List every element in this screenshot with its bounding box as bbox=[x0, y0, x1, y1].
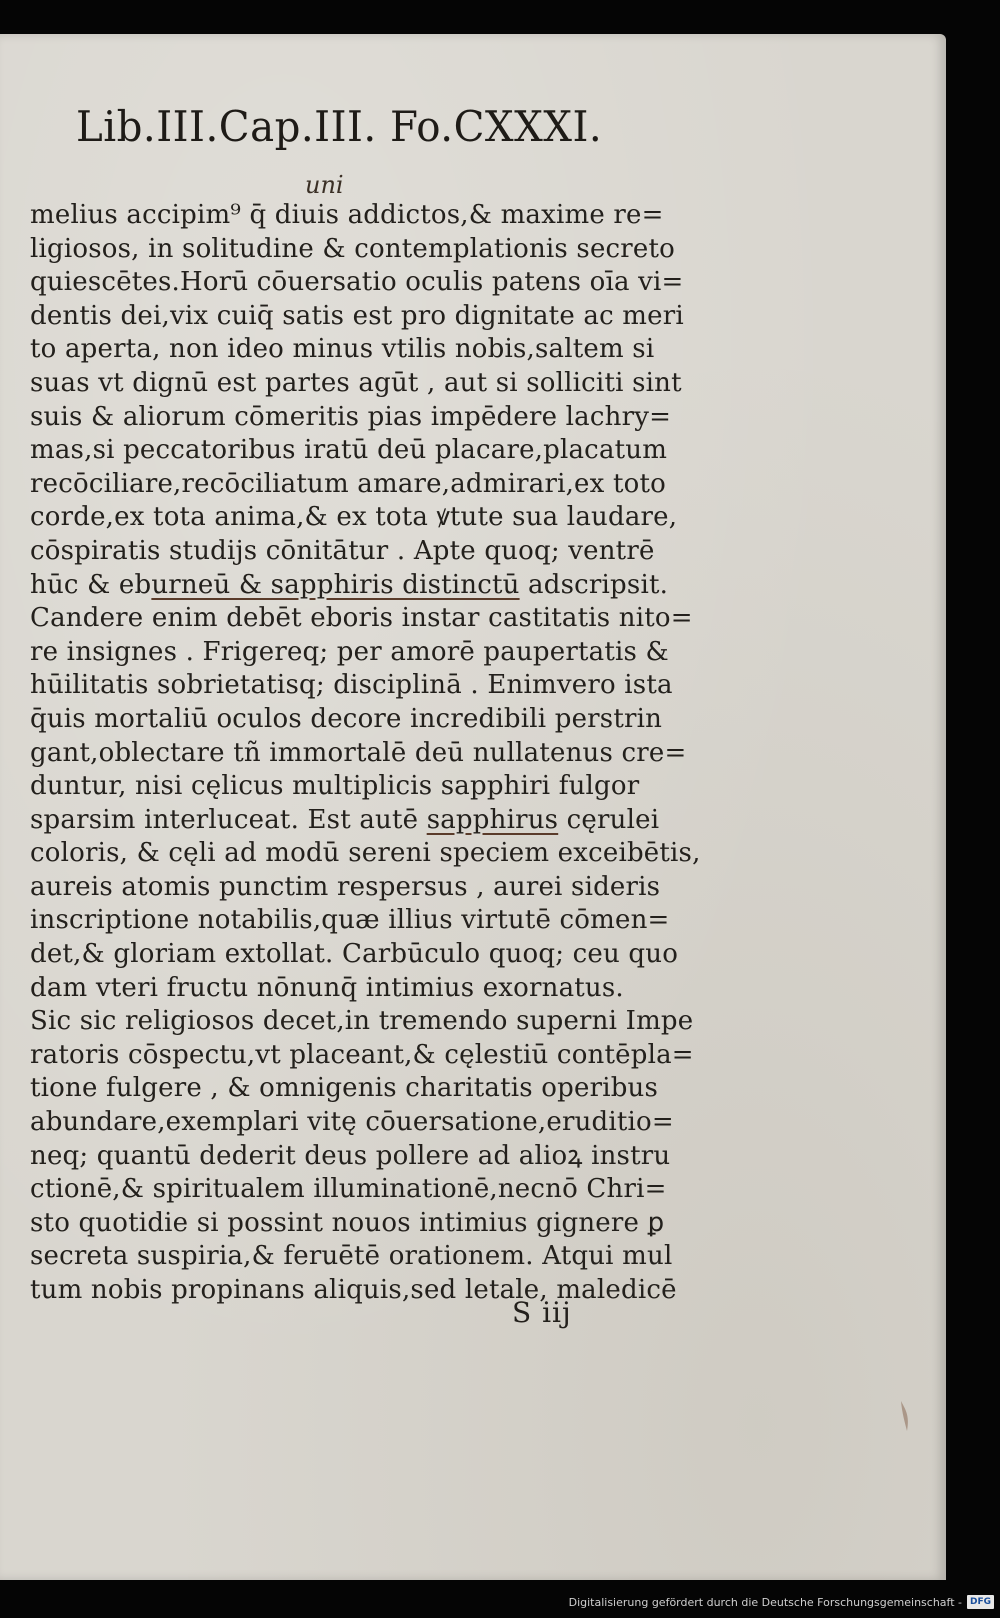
interlinear-annotation: uni bbox=[305, 171, 344, 199]
text-line: dentis dei,vix cuiq̄ satis est pro dignitate ac meri bbox=[30, 300, 684, 331]
text-line: quiescētes.Horū cōuersatio oculis patens oīa vi= bbox=[30, 267, 684, 298]
text-line: sto quotidie si possint nouos intimius gignere ꝑ bbox=[30, 1207, 665, 1238]
text-line: to aperta, non ideo minus vtilis nobis,saltem si bbox=[30, 334, 655, 365]
digitization-credit bbox=[569, 1592, 994, 1612]
body-text bbox=[30, 199, 701, 1308]
text-segment: cęrulei bbox=[558, 804, 660, 835]
text-segment: hūc & eb bbox=[30, 569, 152, 600]
text-line: dam vteri fructu nōnunq̄ intimius exornatus. bbox=[30, 972, 624, 1003]
text-line: corde,ex tota anima,& ex tota ꝟtute sua laudare, bbox=[30, 502, 678, 533]
underlined-text: urneū & sapphiris distinctū bbox=[151, 569, 520, 600]
text-line: ratoris cōspectu,vt placeant,& cęlestiū contēpla= bbox=[30, 1039, 694, 1070]
text-line: melius accipim⁹ q̄ diuis addictos,& maxime re= bbox=[30, 200, 664, 230]
text-line: cōspiratis studijs cōnitātur . Apte quoq; ventrē bbox=[30, 535, 655, 566]
dfg-logo: DFG bbox=[967, 1595, 994, 1609]
text-line: abundare,exemplari vitę cōuersatione,eruditio= bbox=[30, 1107, 674, 1138]
text-line: hūilitatis sobrietatisq; disciplinā . Enimvero ista bbox=[30, 670, 673, 701]
text-line: inscriptione notabilis,quæ illius virtutē cōmen= bbox=[30, 905, 670, 936]
text-line: q̄uis mortaliū oculos decore incredibili perstrin bbox=[30, 703, 663, 734]
text-line: secreta suspiria,& feruētē orationem. Atqui mul bbox=[30, 1241, 673, 1272]
book-page bbox=[0, 34, 946, 1580]
text-line: neq; quantū dederit deus pollere ad alioꝝ instru bbox=[30, 1140, 671, 1171]
text-segment: sparsim interluceat. Est autē bbox=[30, 804, 427, 835]
text-line: Sic sic religiosos decet,in tremendo superni Impe bbox=[30, 1006, 694, 1037]
text-line: tum nobis propinans aliquis,sed letale, maledicē bbox=[30, 1275, 677, 1305]
text-line: gant,oblectare tñ immortalē deū nullatenus cre= bbox=[30, 737, 687, 768]
underlined-text: sapphirus bbox=[426, 804, 559, 835]
credit-text: Digitalisierung gefördert durch die Deutsche Forschungsgemeinschaft - bbox=[568, 1595, 962, 1609]
running-head: Lib.III.Cap.III. Fo.CXXXI. bbox=[76, 102, 603, 151]
text-segment: adscripsit. bbox=[519, 569, 669, 600]
signature-mark: S iij bbox=[512, 1296, 572, 1329]
text-line: tione fulgere , & omnigenis charitatis operibus bbox=[30, 1073, 659, 1104]
text-line: suas vt dignū est partes agūt , aut si solliciti sint bbox=[30, 367, 682, 398]
text-line: Candere enim debēt eboris instar castitatis nito= bbox=[30, 603, 693, 634]
text-line: re insignes . Frigereq; per amorē paupertatis & bbox=[30, 636, 669, 667]
text-line: det,& gloriam extollat. Carbūculo quoq; ceu quo bbox=[30, 939, 679, 970]
text-line bbox=[30, 804, 690, 838]
text-line: mas,si peccatoribus iratū deū placare,placatum bbox=[30, 435, 668, 466]
text-line: coloris, & cęli ad modū sereni speciem exceibētis, bbox=[30, 838, 701, 869]
text-line: recōciliare,recōciliatum amare,admirari,ex toto bbox=[30, 468, 666, 499]
text-line: ligiosos, in solitudine & contemplationis secreto bbox=[30, 233, 676, 264]
text-line: aureis atomis punctim respersus , aurei sideris bbox=[30, 871, 661, 902]
text-line: ctionē,& spiritualem illuminationē,necnō Chri= bbox=[30, 1174, 667, 1205]
text-line: suis & aliorum cōmeritis pias impēdere lachry= bbox=[30, 401, 672, 432]
ink-stain bbox=[898, 1399, 912, 1433]
text-line: duntur, nisi cęlicus multiplicis sapphiri fulgor bbox=[30, 771, 640, 802]
text-line bbox=[30, 569, 690, 603]
